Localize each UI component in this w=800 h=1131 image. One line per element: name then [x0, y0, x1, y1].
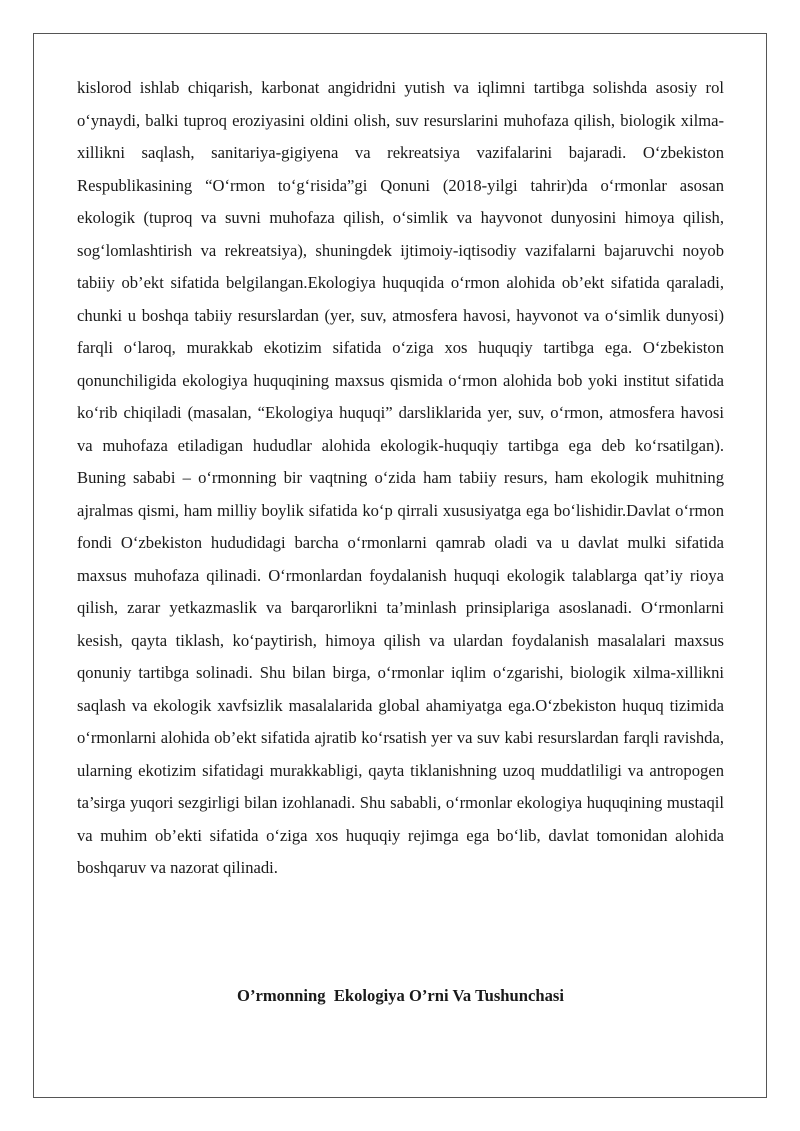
section-heading: O’rmonning Ekologiya O’rni Va Tushunchasi	[237, 986, 564, 1005]
body-paragraph: kislorod ishlab chiqarish, karbonat angidridni yutish va iqlimni tartibga solishda asosiy rol o‘ynaydi, balki tuproq eroziyasini oldini olish, suv resurslarini muhofaza qilish, biologik xilma-xillikni saqlash, sanitariya-gigiyena va rekreatsiya vazifalarini bajaradi. O‘zbekiston Respublikasining “O‘rmon to‘g‘risida”gi Qonuni (2018-yilgi tahrir)da o‘rmonlar asosan ekologik (tuproq va suvni muhofaza qilish, o‘simlik va hayvonot dunyosini himoya qilish, sog‘lomlashtirish va rekreatsiya), shuningdek ijtimoiy-iqtisodiy vazifalarni bajaruvchi noyob tabiiy ob’ekt sifatida belgilangan.Ekologiya huquqida o‘rmon alohida ob’ekt sifatida qaraladi, chunki u boshqa tabiiy resurslardan (yer, suv, atmosfera havosi, hayvonot va o‘simlik dunyosi) farqli o‘laroq, murakkab ekotizim sifatida o‘ziga xos huquqiy tartibga ega. O‘zbekiston qonunchiligida ekologiya huquqining maxsus qismida o‘rmon alohida bob yoki institut sifatida ko‘rib chiqiladi (masalan, “Ekologiya huquqi” darsliklarida yer, suv, o‘rmon, atmosfera havosi va muhofaza etiladigan hududlar alohida ekologik-huquqiy tartibga ega deb ko‘rsatilgan). Buning sababi – o‘rmonning bir vaqtning o‘zida ham tabiiy resurs, ham ekologik muhitning ajralmas qismi, ham milliy boylik sifatida ko‘p qirrali xususiyatga ega bo‘lishidir.Davlat o‘rmon fondi O‘zbekiston hududidagi barcha o‘rmonlarni qamrab oladi va u davlat mulki sifatida maxsus muhofaza qilinadi. O‘rmonlardan foydalanish huquqi ekologik talablarga qat’iy rioya qilish, zarar yetkazmaslik va barqarorlikni ta’minlash prinsiplariga asoslanadi. O‘rmonlarni kesish, qayta tiklash, ko‘paytirish, himoya qilish va ulardan foydalanish masalalari maxsus qonuniy tartibga solinadi. Shu bilan birga, o‘rmonlar iqlim o‘zgarishi, biologik xilma-xillikni saqlash va ekologik xavfsizlik masalalarida global ahamiyatga ega.O‘zbekiston huquq tizimida o‘rmonlarni alohida ob’ekt sifatida ajratib ko‘rsatish yer va suv kabi resurslardan farqli ravishda, ularning ekotizim sifatidagi murakkabligi, qayta tiklanishning uzoq muddatliligi va antropogen ta’sirga yuqori sezgirligi bilan izohlanadi. Shu sababli, o‘rmonlar ekologiya huquqining mustaqil va muhim ob’ekti sifatida o‘ziga xos huquqiy rejimga ega bo‘lib, davlat tomonidan alohida boshqaruv va nazorat qilinadi.	[77, 78, 724, 877]
